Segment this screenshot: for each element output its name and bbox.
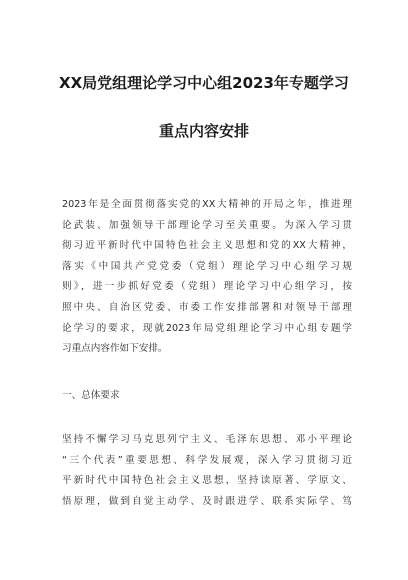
section-heading: 一、总体要求 [62, 390, 120, 401]
document-title-line-1: XX局党组理论学习中心组2023年专题学习 [59, 74, 349, 92]
intro-line: 论武装、加强领导干部理论学习至关重要。为深入学习贯 [62, 219, 352, 231]
intro-line: 照中央、自治区党委、市委工作安排部署和对领导干部理 [62, 301, 352, 313]
section-line: 悟原理，做到自觉主动学、及时跟进学、联系实际学、笃 [62, 495, 352, 507]
section-line: 坚持不懈学习马克思列宁主义、毛泽东思想、邓小平理论 [62, 434, 352, 445]
intro-line: 彻习近平新时代中国特色社会主义思想和党的XX大精神， [62, 240, 352, 252]
document-title-line-2: 重点内容安排 [158, 122, 249, 140]
intro-paragraph [62, 195, 352, 360]
section-line: “三个代表”重要思想、科学发展观，深入学习贯彻习近 [62, 454, 352, 466]
intro-line: 则》，进一步抓好党委（党组）理论学习中心组学习，按 [62, 281, 352, 293]
intro-line: 2023年是全面贯彻落实党的XX大精神的开局之年，推进理 [62, 199, 352, 210]
section-line: 平新时代中国特色社会主义思想，坚持读原著、学原文、 [62, 475, 352, 487]
intro-line: 落实《中国共产党党委（党组）理论学习中心组学习规 [62, 260, 352, 272]
intro-line: 习重点内容作如下安排。 [62, 343, 168, 355]
intro-line: 论学习的要求，现就2023年局党组理论学习中心组专题学 [62, 322, 352, 334]
section-paragraph [62, 430, 352, 512]
